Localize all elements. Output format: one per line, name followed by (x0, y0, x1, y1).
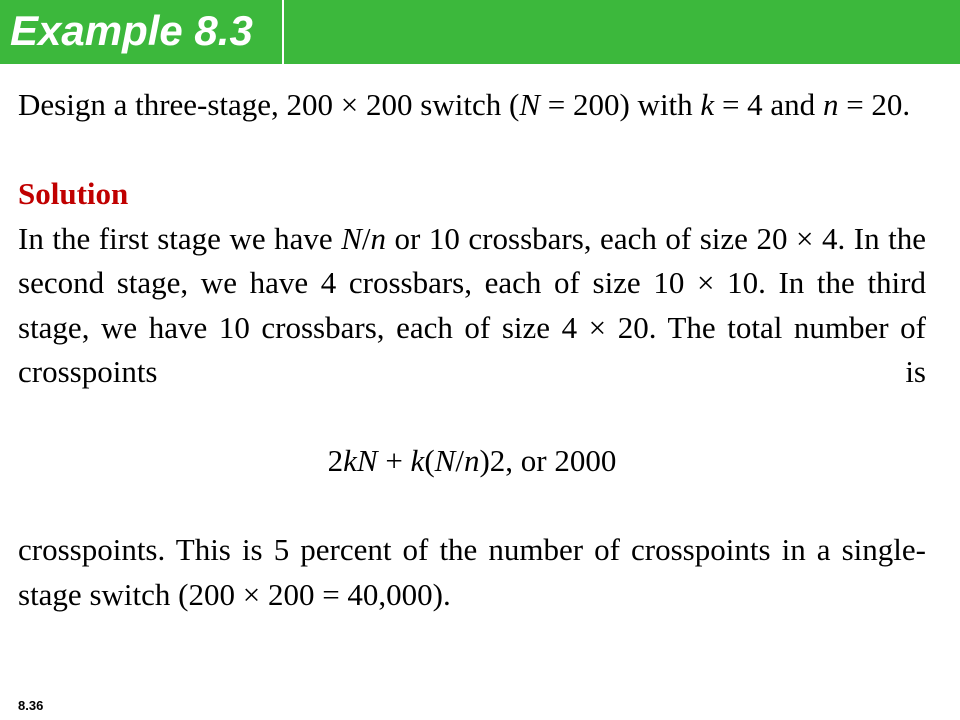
spacer (18, 395, 926, 440)
slide-title: Example 8.3 (10, 7, 253, 54)
solution-heading: Solution (18, 176, 129, 211)
crosspoint-formula: 2kN + k(N/n)2, or 2000 (327, 443, 617, 478)
slide-number: 8.36 (18, 698, 44, 713)
solution-paragraph-1: In the first stage we have N/n or 10 crossbars, each of size 20 × 4. In the second stage, we have 4 crossbars, each of size 10 × 10. In the third stage, we have 10 crossbars, each of size 4 × 20. The total number of crosspoints is (18, 220, 926, 389)
solution-paragraph-2: crosspoints. This is 5 percent of the number of crosspoints in a single-stage switch (200 × 200 = 40,000). (18, 532, 926, 612)
title-box (0, 0, 284, 64)
problem-statement: Design a three-stage, 200 × 200 switch (N = 200) with k = 4 and n = 20. (18, 87, 911, 122)
spacer (18, 128, 926, 173)
spacer (18, 484, 926, 529)
slide-content (18, 83, 926, 617)
